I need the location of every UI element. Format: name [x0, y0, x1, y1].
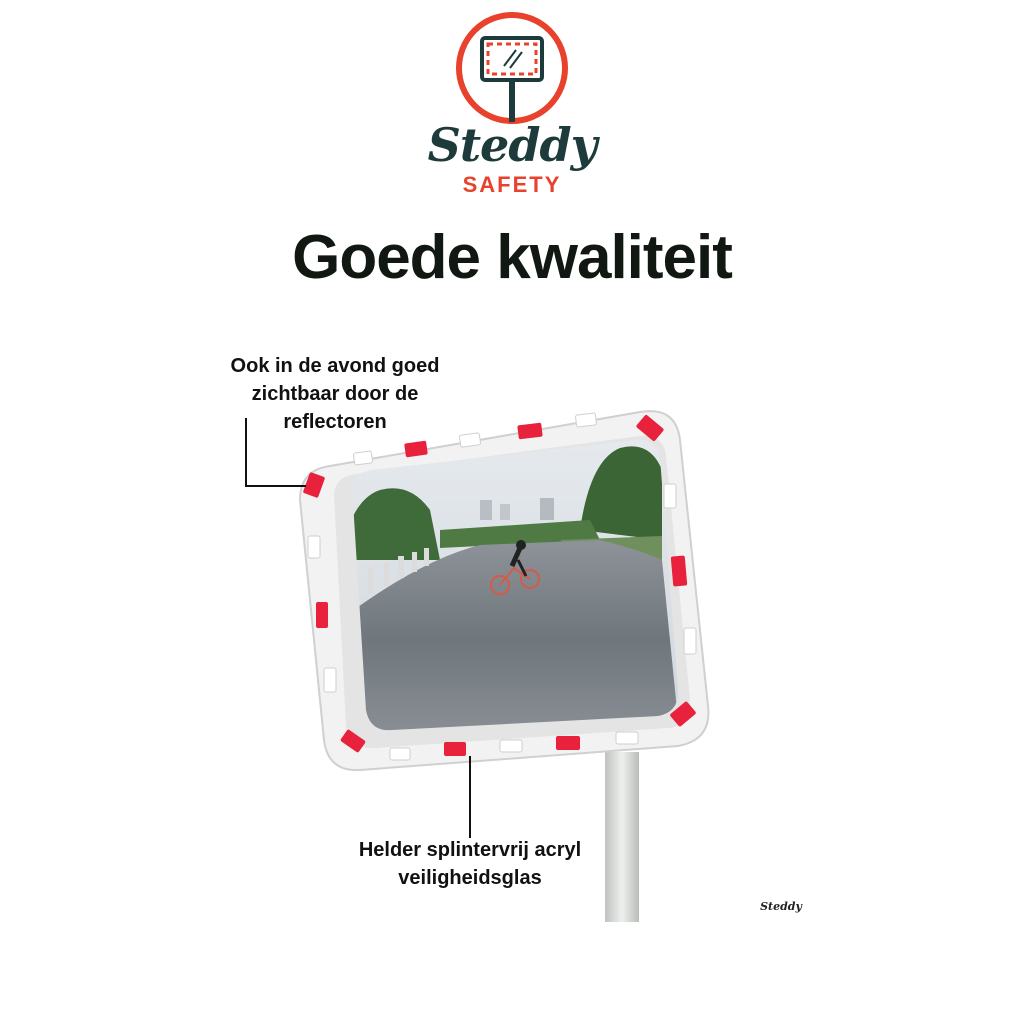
- watermark: Steddy: [760, 900, 802, 913]
- brand-name: Steddy: [427, 118, 597, 172]
- callout-glass: [320, 836, 620, 892]
- brand-logo: [400, 0, 624, 220]
- callout-line: Helder splintervrij acryl: [358, 839, 582, 861]
- callout-line: Ook in de avond goed: [230, 355, 440, 377]
- mirror-glass: [340, 430, 700, 740]
- callout-reflectors: [210, 352, 460, 436]
- callout-line: zichtbaar door de: [251, 383, 419, 405]
- brand-subtitle: SAFETY: [462, 172, 562, 197]
- callout-line: veiligheidsglas: [398, 867, 542, 889]
- mirror-sign-icon: [400, 0, 624, 130]
- callout-line: reflectoren: [283, 411, 387, 433]
- page-heading: Goede kwaliteit: [292, 223, 732, 292]
